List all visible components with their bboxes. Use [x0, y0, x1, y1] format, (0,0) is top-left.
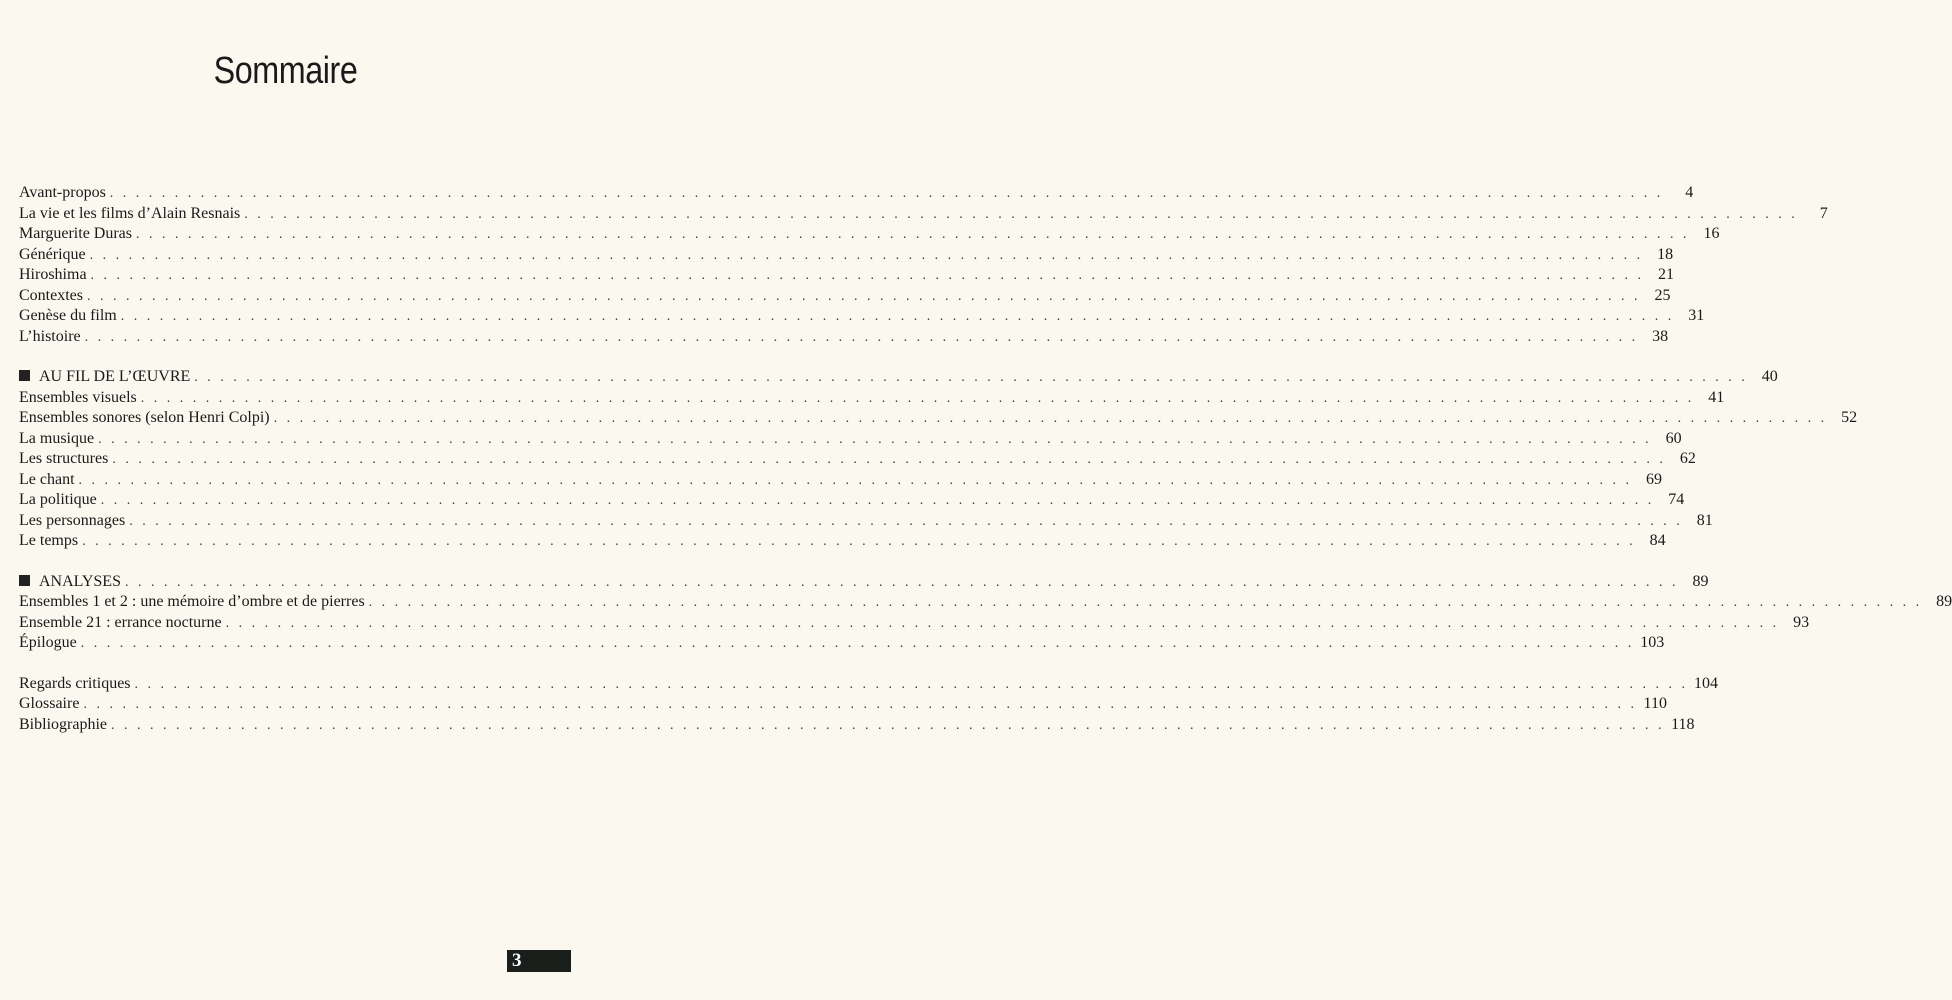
page-number-box	[507, 950, 571, 972]
toc-entry[interactable]	[19, 183, 1694, 204]
toc-entry-label	[19, 204, 244, 225]
toc-entry[interactable]	[19, 633, 1665, 654]
dot-leader: . . . . . . . . . . . . . . . . . . . . . . . . . . . . . . . . . . . . . . . . . . . . . . . . . . . . . . . . . . . . . . . . . . . . . . . . . . . . . . . . . . . . . . . . . . . . . . . . . . . . . . . . . . . . . . . . . . . . . . . .	[124, 574, 1679, 590]
page-number: 3	[512, 950, 522, 971]
toc-entry[interactable]	[19, 306, 1705, 327]
toc-entry-label	[19, 633, 81, 654]
page-title: Sommaire	[213, 50, 358, 92]
toc-entry-page: 25	[1654, 286, 1671, 304]
toc-entry-page: 118	[1671, 715, 1695, 733]
toc-group	[19, 572, 1952, 654]
toc-entry-text: Contextes	[19, 286, 83, 304]
toc-entry-label	[19, 531, 82, 552]
dot-leader: . . . . . . . . . . . . . . . . . . . . . . . . . . . . . . . . . . . . . . . . . . . . . . . . . . . . . . . . . . . . . . . . . . . . . . . . . . . . . . . . . . . . . . . . . . . . . . . . . . . . . . . . . . . . . . . . . . . . . . . .	[90, 268, 1645, 283]
toc-entry-text: Avant-propos	[19, 184, 106, 201]
toc-entry-text: Épilogue	[19, 634, 77, 651]
dot-leader: . . . . . . . . . . . . . . . . . . . . . . . . . . . . . . . . . . . . . . . . . . . . . . . . . . . . . . . . . . . . . . . . . . . . . . . . . . . . . . . . . . . . . . . . . . . . . . . . . . . . . . . . . . . . . . . . . . . . . . . .	[78, 472, 1633, 488]
toc-entry[interactable]	[19, 715, 1695, 736]
square-bullet-icon	[19, 370, 30, 381]
toc-entry-label	[19, 490, 101, 511]
toc-entry-text: Regards critiques	[19, 674, 131, 692]
toc-entry-label	[19, 286, 87, 307]
toc-entry-page: 4	[1685, 184, 1694, 201]
toc-entry[interactable]	[19, 429, 1682, 450]
toc-entry[interactable]	[19, 470, 1663, 491]
dot-leader: . . . . . . . . . . . . . . . . . . . . . . . . . . . . . . . . . . . . . . . . . . . . . . . . . . . . . . . . . . . . . . . . . . . . . . . . . . . . . . . . . . . . . . . . . . . . . . . . . . . . . . . . . . . . . . . . . . . . . . . .	[89, 247, 1644, 263]
toc-entry-page: 62	[1679, 450, 1696, 467]
dot-leader: . . . . . . . . . . . . . . . . . . . . . . . . . . . . . . . . . . . . . . . . . . . . . . . . . . . . . . . . . . . . . . . . . . . . . . . . . . . . . . . . . . . . . . . . . . . . . . . . . . . . . . . . . . . . . . . . . . . . . . . .	[244, 206, 1798, 222]
dot-leader: . . . . . . . . . . . . . . . . . . . . . . . . . . . . . . . . . . . . . . . . . . . . . . . . . . . . . . . . . . . . . . . . . . . . . . . . . . . . . . . . . . . . . . . . . . . . . . . . . . . . . . . . . . . . . . . . . . . . . . . .	[83, 697, 1637, 712]
toc-entry-text: Ensembles 1 et 2 : une mémoire d’ombre et de pierres	[19, 593, 365, 610]
toc-entry-label	[19, 592, 369, 613]
square-bullet-icon	[19, 575, 30, 586]
dot-leader: . . . . . . . . . . . . . . . . . . . . . . . . . . . . . . . . . . . . . . . . . . . . . . . . . . . . . . . . . . . . . . . . . . . . . . . . . . . . . . . . . . . . . . . . . . . . . . . . . . . . . . . . . . . . . . . . . . . . . . . .	[273, 411, 1828, 426]
toc-entry-text: ANALYSES	[39, 572, 121, 590]
toc-entry-label	[19, 306, 121, 327]
toc-entry-text: Hiroshima	[19, 266, 87, 283]
toc-entry-text: Bibliographie	[19, 715, 107, 733]
toc-entry-page: 52	[1841, 409, 1858, 426]
toc-entry-label	[19, 388, 141, 409]
toc-section-heading[interactable]	[19, 367, 1778, 388]
toc-entry[interactable]	[19, 592, 1952, 613]
dot-leader: . . . . . . . . . . . . . . . . . . . . . . . . . . . . . . . . . . . . . . . . . . . . . . . . . . . . . . . . . . . . . . . . . . . . . . . . . . . . . . . . . . . . . . . . . . . . . . . . . . . . . . . . . . . . . . . . . . . . . . . .	[140, 390, 1695, 406]
toc-entry-label	[19, 327, 85, 348]
toc-group	[19, 674, 1719, 736]
toc-entry-text: AU FIL DE L’ŒUVRE	[39, 368, 191, 385]
toc-entry[interactable]	[19, 245, 1674, 266]
toc-entry-label	[19, 183, 110, 204]
dot-leader: . . . . . . . . . . . . . . . . . . . . . . . . . . . . . . . . . . . . . . . . . . . . . . . . . . . . . . . . . . . . . . . . . . . . . . . . . . . . . . . . . . . . . . . . . . . . . . . . . . . . . . . . . . . . . . . . . . . . . . . .	[80, 636, 1635, 651]
toc-entry-label	[19, 572, 125, 593]
toc-entry-page: 104	[1694, 674, 1719, 692]
toc-entry-text: Ensembles visuels	[19, 388, 137, 406]
toc-entry-text: Ensemble 21 : errance nocturne	[19, 613, 222, 631]
toc-entry[interactable]	[19, 694, 1667, 715]
toc-entry-label	[19, 470, 79, 491]
toc-entry-label	[19, 674, 135, 695]
toc-entry-page: 7	[1819, 204, 1828, 222]
toc-entry-page: 16	[1703, 225, 1720, 242]
toc-group	[19, 183, 1828, 347]
toc-entry-page: 38	[1652, 327, 1669, 345]
toc-entry-page: 89	[1692, 572, 1709, 590]
toc-entry-text: Les personnages	[19, 511, 126, 529]
toc-entry-label	[19, 715, 111, 736]
toc-entry-page: 110	[1643, 695, 1667, 712]
toc-entry-text: La vie et les films d’Alain Resnais	[19, 204, 241, 222]
toc-entry-label	[19, 511, 129, 532]
toc-entry[interactable]	[19, 286, 1671, 307]
toc-entry[interactable]	[19, 613, 1810, 634]
toc-entry[interactable]	[19, 674, 1719, 695]
toc-entry-text: L’histoire	[19, 327, 81, 345]
dot-leader: . . . . . . . . . . . . . . . . . . . . . . . . . . . . . . . . . . . . . . . . . . . . . . . . . . . . . . . . . . . . . . . . . . . . . . . . . . . . . . . . . . . . . . . . . . . . . . . . . . . . . . . . . . . . . . . . . . . . . . . .	[368, 595, 1923, 610]
toc-entry-text: Ensembles sonores (selon Henri Colpi)	[19, 409, 270, 426]
toc-entry[interactable]	[19, 265, 1675, 286]
toc-entry-label	[19, 245, 90, 266]
toc-entry-text: La politique	[19, 491, 97, 508]
dot-leader: . . . . . . . . . . . . . . . . . . . . . . . . . . . . . . . . . . . . . . . . . . . . . . . . . . . . . . . . . . . . . . . . . . . . . . . . . . . . . . . . . . . . . . . . . . . . . . . . . . . . . . . . . . . . . . . . . . . . . . . .	[87, 288, 1641, 304]
toc-entry-page: 81	[1696, 511, 1713, 529]
dot-leader: . . . . . . . . . . . . . . . . . . . . . . . . . . . . . . . . . . . . . . . . . . . . . . . . . . . . . . . . . . . . . . . . . . . . . . . . . . . . . . . . . . . . . . . . . . . . . . . . . . . . . . . . . . . . . . . . . . . . . . . .	[112, 452, 1666, 467]
toc-entry[interactable]	[19, 531, 1666, 552]
dot-leader: . . . . . . . . . . . . . . . . . . . . . . . . . . . . . . . . . . . . . . . . . . . . . . . . . . . . . . . . . . . . . . . . . . . . . . . . . . . . . . . . . . . . . . . . . . . . . . . . . . . . . . . . . . . . . . . . . . . . . . . .	[194, 370, 1748, 385]
toc-entry-page: 60	[1665, 429, 1682, 447]
toc-entry[interactable]	[19, 388, 1725, 409]
toc-entry-page: 103	[1640, 634, 1665, 651]
dot-leader: . . . . . . . . . . . . . . . . . . . . . . . . . . . . . . . . . . . . . . . . . . . . . . . . . . . . . . . . . . . . . . . . . . . . . . . . . . . . . . . . . . . . . . . . . . . . . . . . . . . . . . . . . . . . . . . . . . . . . . . .	[134, 676, 1689, 692]
toc-entry-page: 18	[1657, 245, 1674, 263]
toc-entry-label	[19, 613, 226, 634]
toc-entry[interactable]	[19, 327, 1669, 348]
dot-leader: . . . . . . . . . . . . . . . . . . . . . . . . . . . . . . . . . . . . . . . . . . . . . . . . . . . . . . . . . . . . . . . . . . . . . . . . . . . . . . . . . . . . . . . . . . . . . . . . . . . . . . . . . . . . . . . . . . . . . . . .	[82, 534, 1636, 549]
toc-entry-text: Les structures	[19, 450, 109, 467]
dot-leader: . . . . . . . . . . . . . . . . . . . . . . . . . . . . . . . . . . . . . . . . . . . . . . . . . . . . . . . . . . . . . . . . . . . . . . . . . . . . . . . . . . . . . . . . . . . . . . . . . . . . . . . . . . . . . . . . . . . . . . . .	[225, 615, 1780, 631]
dot-leader: . . . . . . . . . . . . . . . . . . . . . . . . . . . . . . . . . . . . . . . . . . . . . . . . . . . . . . . . . . . . . . . . . . . . . . . . . . . . . . . . . . . . . . . . . . . . . . . . . . . . . . . . . . . . . . . . . . . . . . . .	[84, 329, 1639, 345]
toc-entry-text: Marguerite Duras	[19, 225, 132, 242]
toc-entry-text: Glossaire	[19, 695, 80, 712]
dot-leader: . . . . . . . . . . . . . . . . . . . . . . . . . . . . . . . . . . . . . . . . . . . . . . . . . . . . . . . . . . . . . . . . . . . . . . . . . . . . . . . . . . . . . . . . . . . . . . . . . . . . . . . . . . . . . . . . . . . . . . . .	[129, 513, 1683, 529]
toc-entry[interactable]	[19, 490, 1685, 511]
dot-leader: . . . . . . . . . . . . . . . . . . . . . . . . . . . . . . . . . . . . . . . . . . . . . . . . . . . . . . . . . . . . . . . . . . . . . . . . . . . . . . . . . . . . . . . . . . . . . . . . . . . . . . . . . . . . . . . . . . . . . . . .	[110, 717, 1665, 733]
toc-entry[interactable]	[19, 511, 1713, 532]
toc-entry-page: 31	[1688, 307, 1705, 324]
toc-entry[interactable]	[19, 204, 1828, 225]
toc-entry-label	[19, 429, 98, 450]
toc-group	[19, 367, 1858, 552]
toc-entry-page: 89	[1936, 593, 1952, 610]
toc-section-heading[interactable]	[19, 572, 1709, 593]
toc-entry-label	[19, 367, 194, 388]
toc-entry-page: 21	[1658, 266, 1675, 283]
toc-entry-label	[19, 265, 91, 286]
dot-leader: . . . . . . . . . . . . . . . . . . . . . . . . . . . . . . . . . . . . . . . . . . . . . . . . . . . . . . . . . . . . . . . . . . . . . . . . . . . . . . . . . . . . . . . . . . . . . . . . . . . . . . . . . . . . . . . . . . . . . . . .	[109, 186, 1664, 201]
toc-entry[interactable]	[19, 408, 1858, 429]
toc-entry-page: 40	[1761, 368, 1778, 385]
toc-entry-label	[19, 224, 136, 245]
dot-leader: . . . . . . . . . . . . . . . . . . . . . . . . . . . . . . . . . . . . . . . . . . . . . . . . . . . . . . . . . . . . . . . . . . . . . . . . . . . . . . . . . . . . . . . . . . . . . . . . . . . . . . . . . . . . . . . . . . . . . . . .	[98, 431, 1652, 447]
toc-entry-text: La musique	[19, 429, 95, 447]
table-of-contents	[19, 183, 1952, 755]
toc-entry-text: Le chant	[19, 470, 75, 488]
toc-entry-label	[19, 694, 83, 715]
dot-leader: . . . . . . . . . . . . . . . . . . . . . . . . . . . . . . . . . . . . . . . . . . . . . . . . . . . . . . . . . . . . . . . . . . . . . . . . . . . . . . . . . . . . . . . . . . . . . . . . . . . . . . . . . . . . . . . . . . . . . . . .	[136, 227, 1690, 242]
toc-entry-text: Genèse du film	[19, 307, 117, 324]
toc-entry-label	[19, 449, 112, 470]
toc-entry[interactable]	[19, 449, 1696, 470]
toc-entry-label	[19, 408, 274, 429]
toc-entry-page: 84	[1649, 532, 1666, 549]
toc-entry-page: 41	[1708, 388, 1725, 406]
toc-entry-page: 74	[1668, 491, 1685, 508]
toc-entry-text: Le temps	[19, 532, 79, 549]
toc-entry-page: 69	[1646, 470, 1663, 488]
toc-entry-text: Générique	[19, 245, 86, 263]
toc-entry-page: 93	[1793, 613, 1810, 631]
dot-leader: . . . . . . . . . . . . . . . . . . . . . . . . . . . . . . . . . . . . . . . . . . . . . . . . . . . . . . . . . . . . . . . . . . . . . . . . . . . . . . . . . . . . . . . . . . . . . . . . . . . . . . . . . . . . . . . . . . . . . . . .	[120, 309, 1675, 324]
dot-leader: . . . . . . . . . . . . . . . . . . . . . . . . . . . . . . . . . . . . . . . . . . . . . . . . . . . . . . . . . . . . . . . . . . . . . . . . . . . . . . . . . . . . . . . . . . . . . . . . . . . . . . . . . . . . . . . . . . . . . . . .	[100, 493, 1655, 508]
toc-entry[interactable]	[19, 224, 1720, 245]
